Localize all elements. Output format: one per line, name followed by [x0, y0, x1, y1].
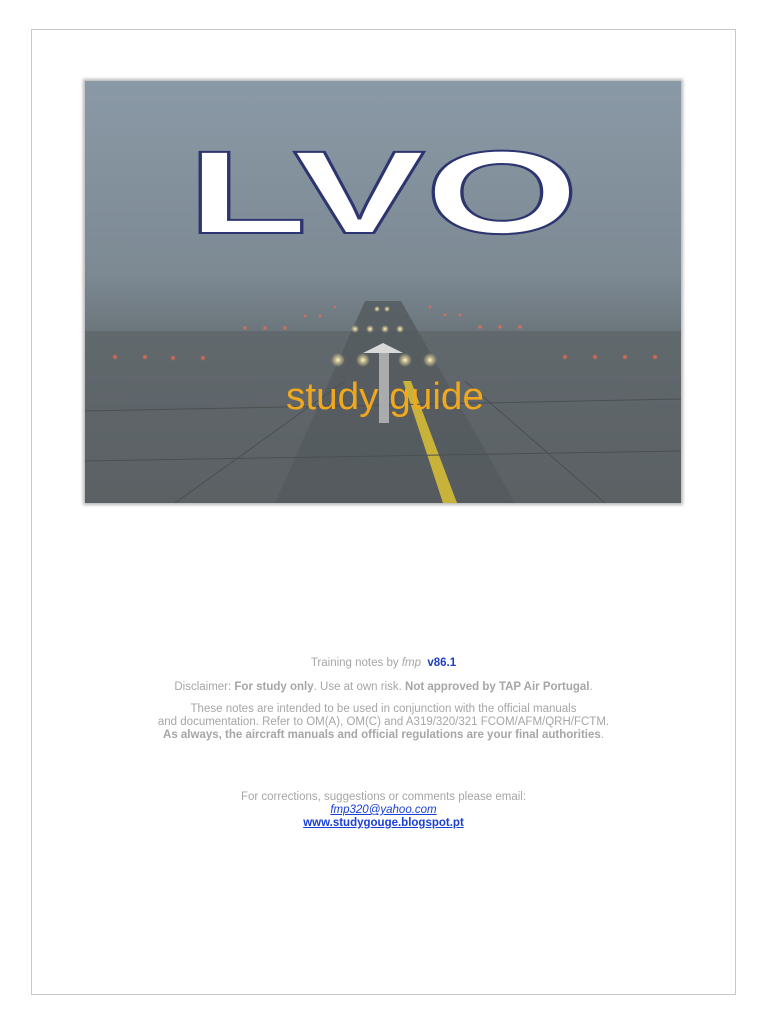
cover-image: [85, 81, 681, 503]
usage-note-line-2: and documentation. Refer to OM(A), OM(C) and A319/320/321 FCOM/AFM/QRH/FCTM.: [157, 716, 610, 728]
not-approved-text: Not approved by TAP Air Portugal: [405, 681, 590, 693]
contact-prompt: For corrections, suggestions or comments please email:: [240, 791, 527, 803]
disclaimer-label: Disclaimer:: [174, 681, 235, 693]
authorities-text: As always, the aircraft manuals and official regulations are your final authorities: [163, 729, 601, 741]
version-number: v86.1: [427, 657, 457, 669]
foggy-runway-illustration: [85, 81, 681, 503]
cover-title: LVO: [187, 127, 579, 259]
authorities-period: .: [600, 729, 604, 741]
cover-subtitle: study guide: [286, 376, 484, 418]
website-link[interactable]: www.studygouge.blogspot.pt: [303, 817, 464, 829]
usage-note-paragraph: [31, 703, 736, 742]
usage-note-line-1: These notes are intended to be used in conjunction with the official manuals: [190, 703, 577, 715]
training-prefix: Training notes by: [310, 657, 402, 669]
contact-block: [31, 791, 736, 830]
own-risk-text: . Use at own risk.: [313, 681, 406, 693]
author-name: fmp: [401, 657, 421, 669]
training-notes-line: [31, 657, 736, 670]
study-only-text: For study only: [234, 681, 314, 693]
email-link[interactable]: fmp320@yahoo.com: [330, 804, 437, 816]
disclaimer-period: .: [589, 681, 593, 693]
disclaimer-line: [31, 681, 736, 694]
